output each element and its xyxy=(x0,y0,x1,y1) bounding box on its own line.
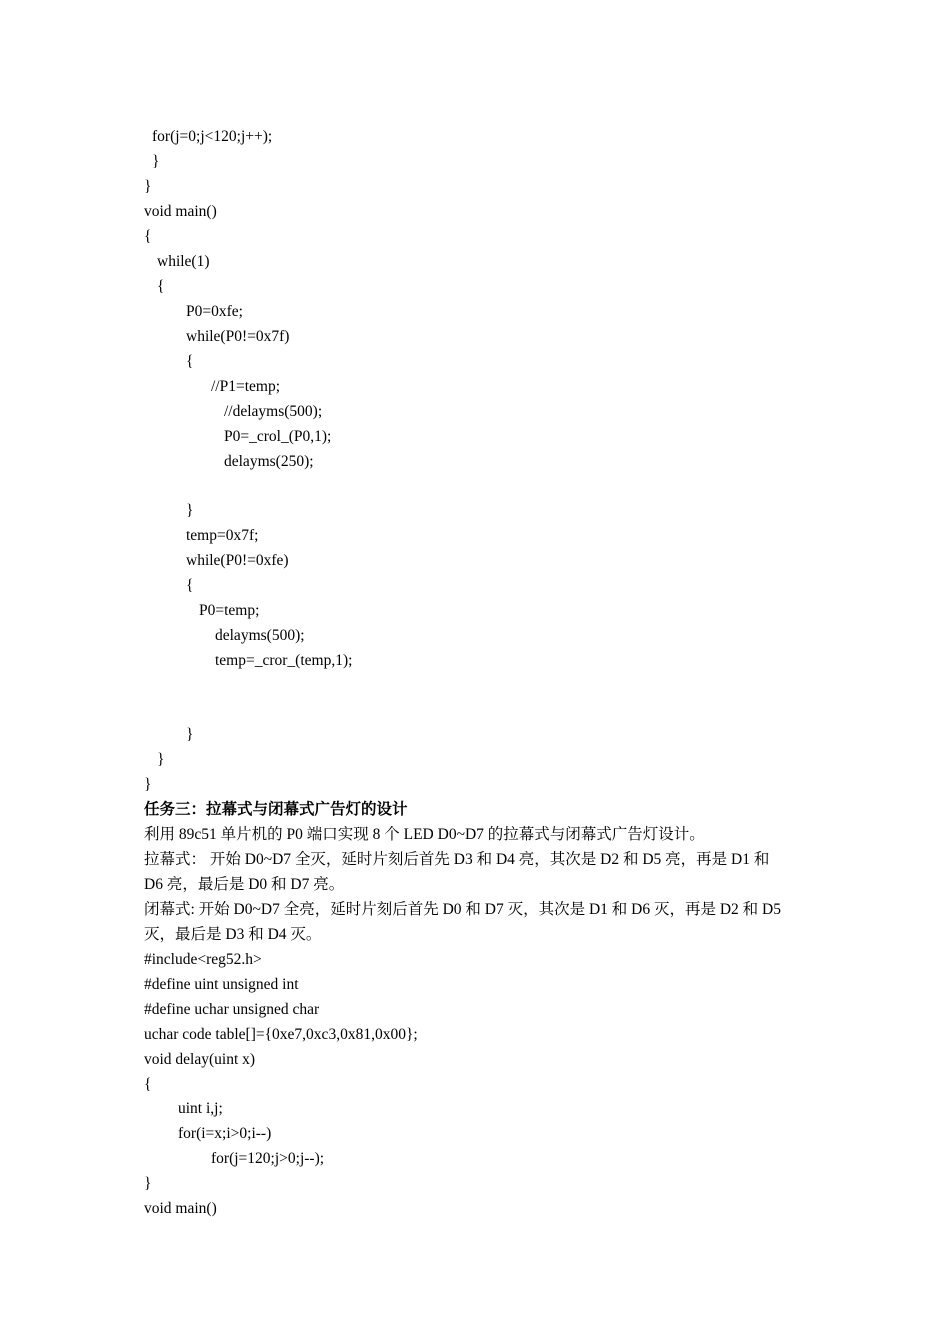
code-line: temp=_cror_(temp,1); xyxy=(215,652,353,669)
code-line: } xyxy=(144,1175,152,1192)
code-line: } xyxy=(157,751,165,768)
code-line: P0=0xfe; xyxy=(186,303,243,320)
code-line: { xyxy=(144,228,152,245)
code-line: } xyxy=(186,726,194,743)
paragraph-line: 利用 89c51 单片机的 P0 端口实现 8 个 LED D0~D7 的拉幕式与闭幕式广告灯设计。 xyxy=(144,826,705,843)
code-line: delayms(500); xyxy=(215,627,305,644)
code-line: //P1=temp; xyxy=(211,378,281,395)
code-line: for(i=x;i>0;i--) xyxy=(178,1125,272,1142)
code-line: { xyxy=(186,353,194,370)
code-line: while(P0!=0xfe) xyxy=(186,552,289,569)
code-line: { xyxy=(144,1076,152,1093)
code-line: for(j=0;j<120;j++); xyxy=(152,128,273,145)
code-line: uint i,j; xyxy=(178,1100,223,1117)
code-line: uchar code table[]={0xe7,0xc3,0x81,0x00}; xyxy=(144,1026,418,1043)
code-line: while(1) xyxy=(157,253,210,270)
paragraph-line: D6 亮，最后是 D0 和 D7 亮。 xyxy=(144,876,345,893)
code-line: for(j=120;j>0;j--); xyxy=(211,1150,325,1167)
code-line: } xyxy=(144,776,152,793)
code-line: temp=0x7f; xyxy=(186,527,259,544)
code-line: } xyxy=(144,178,152,195)
code-line: while(P0!=0x7f) xyxy=(186,328,290,345)
code-line: delayms(250); xyxy=(224,453,314,470)
code-line: //delayms(500); xyxy=(224,403,323,420)
section-heading: 任务三：拉幕式与闭幕式广告灯的设计 xyxy=(144,801,408,818)
code-line: void delay(uint x) xyxy=(144,1051,256,1068)
code-line: #define uint unsigned int xyxy=(144,976,299,993)
code-line: P0=temp; xyxy=(199,602,260,619)
code-line: } xyxy=(186,502,194,519)
code-line: { xyxy=(186,577,194,594)
code-line: void main() xyxy=(144,1200,217,1217)
code-line: P0=_crol_(P0,1); xyxy=(224,428,332,445)
paragraph-line: 灭，最后是 D3 和 D4 灭。 xyxy=(144,926,322,943)
code-line: #define uchar unsigned char xyxy=(144,1001,320,1018)
code-line: void main() xyxy=(144,203,217,220)
paragraph-line: 拉幕式： 开始 D0~D7 全灭，延时片刻后首先 D3 和 D4 亮，其次是 D2 和 D5 亮，再是 D1 和 xyxy=(144,851,770,868)
code-line: #include<reg52.h> xyxy=(144,951,262,968)
code-line: } xyxy=(152,153,160,170)
paragraph-line: 闭幕式: 开始 D0~D7 全亮，延时片刻后首先 D0 和 D7 灭，其次是 D1 和 D6 灭，再是 D2 和 D5 xyxy=(144,901,781,918)
code-line: { xyxy=(157,278,165,295)
